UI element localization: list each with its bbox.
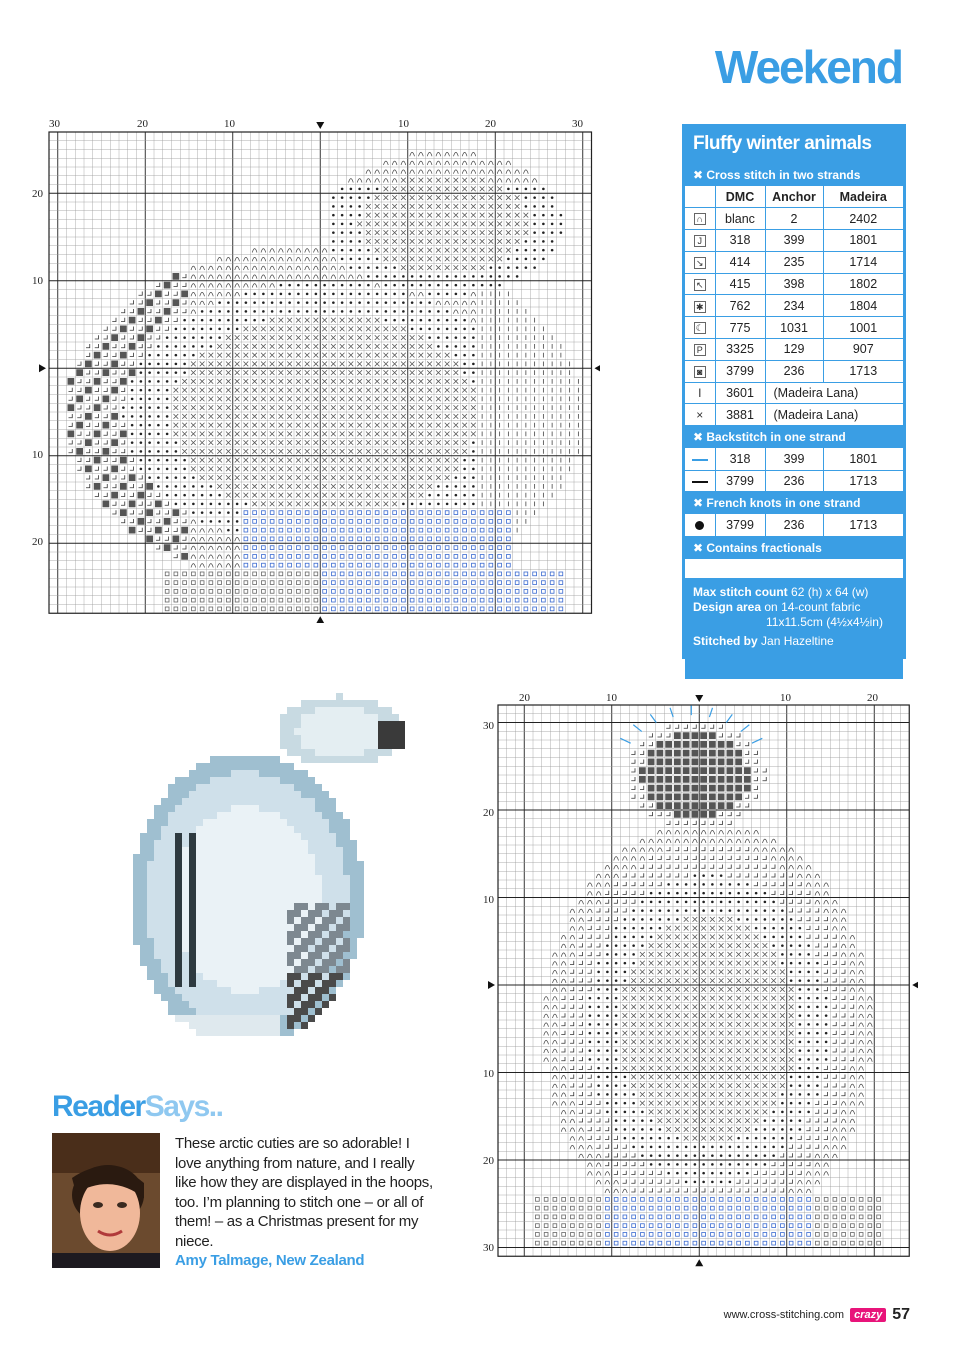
top-axis-label: 10 <box>606 692 617 704</box>
reader-says-title: ReaderSays.. <box>52 1090 223 1123</box>
key-row <box>685 382 903 404</box>
anchor-cell: 236 <box>765 470 823 492</box>
top-axis-label: 20 <box>867 692 878 704</box>
page-footer <box>724 1306 910 1324</box>
madeira-cell: 1802 <box>823 273 903 295</box>
french-table <box>685 514 903 536</box>
key-row <box>685 404 903 426</box>
site-url[interactable]: www.cross-stitching.com <box>723 1309 845 1321</box>
madeira-cell: 907 <box>823 339 903 361</box>
quote-author: Amy Talmage, New Zealand <box>175 1252 365 1269</box>
section-title: Weekend <box>714 41 902 93</box>
key-footer <box>685 579 903 679</box>
anchor-cell: 399 <box>765 448 823 470</box>
top-axis-label: 20 <box>519 692 530 704</box>
cross-stitch-heading: ✖ Cross stitch in two strands <box>685 164 903 186</box>
anchor-cell: 236 <box>765 514 823 536</box>
key-row <box>685 448 903 470</box>
needle-symbol-icon: ↘ <box>694 257 706 269</box>
top-axis-label: 30 <box>572 118 583 130</box>
key-row <box>685 295 903 317</box>
left-axis-label: 20 <box>483 807 494 819</box>
top-axis-label: 10 <box>398 118 409 130</box>
stitch-key <box>682 124 906 659</box>
left-axis-label: 30 <box>483 1242 494 1254</box>
dmc-cell: 3881 <box>715 404 765 426</box>
anchor-cell: 234 <box>765 295 823 317</box>
dmc-cell: 3799 <box>715 360 765 382</box>
french-knots-heading: ✖ French knots in one strand <box>685 492 903 514</box>
design-area-size: 11x11.5cm (4½x4½in) <box>766 614 883 629</box>
dmc-cell: 775 <box>715 317 765 339</box>
reader-quote: These arctic cuties are so adorable! I love anything from nature, and I really like how they are displayed in the hoops, too. I’m planning to stitch one – or all of them! – as a Christmas present for my niece. Amy Talmage, New Zealand <box>175 1134 435 1271</box>
pin-symbol-icon: ↖ <box>694 279 706 291</box>
stitch-grid <box>35 118 600 623</box>
anchor-cell: 235 <box>765 251 823 273</box>
top-axis-label: 10 <box>224 118 235 130</box>
key-row <box>685 317 903 339</box>
key-row <box>685 470 903 492</box>
top-axis-label: 20 <box>137 118 148 130</box>
anchor-cell: 236 <box>765 360 823 382</box>
left-axis-label: 10 <box>32 449 43 461</box>
anchor-cell: 1031 <box>765 317 823 339</box>
dark-square-symbol-icon: ◙ <box>694 366 706 378</box>
dmc-cell: 3601 <box>715 382 765 404</box>
avatar <box>52 1133 160 1268</box>
left-axis-label: 10 <box>483 1068 494 1080</box>
design-area-value: on 14-count fabric <box>761 599 861 614</box>
anchor-cell: 129 <box>765 339 823 361</box>
max-stitch-label: Max stitch count <box>693 584 788 599</box>
dmc-cell: blanc <box>715 208 765 230</box>
moon-symbol-icon: ☾ <box>695 323 704 334</box>
left-axis-label: 30 <box>483 720 494 732</box>
col-anchor: Anchor <box>765 186 823 208</box>
madeira-cell: 1801 <box>823 448 903 470</box>
dmc-cell: 318 <box>715 448 765 470</box>
fractionals-heading: ✖ Contains fractionals <box>685 537 903 559</box>
top-axis-label: 10 <box>780 692 791 704</box>
madeira-cell: 1713 <box>823 360 903 382</box>
key-row <box>685 514 903 536</box>
arch-symbol-icon: ∩ <box>694 213 706 225</box>
page-number: 57 <box>892 1306 910 1323</box>
other-cell: (Madeira Lana) <box>765 404 903 426</box>
madeira-cell: 1801 <box>823 230 903 252</box>
key-row <box>685 273 903 295</box>
stitched-bear-image <box>95 686 405 1036</box>
madeira-cell: 1713 <box>823 470 903 492</box>
dot-icon <box>695 521 704 530</box>
left-axis-label: 10 <box>32 275 43 287</box>
left-axis-label: 20 <box>32 536 43 548</box>
key-row <box>685 251 903 273</box>
magazine-badge: crazy <box>850 1308 886 1322</box>
col-dmc: DMC <box>715 186 765 208</box>
x-symbol-icon: × <box>696 407 704 422</box>
key-table <box>685 186 903 426</box>
anchor-cell: 398 <box>765 273 823 295</box>
dmc-cell: 415 <box>715 273 765 295</box>
dmc-cell: 762 <box>715 295 765 317</box>
stitched-by-value: Jan Hazeltine <box>757 633 834 648</box>
anchor-cell: 2 <box>765 208 823 230</box>
madeira-cell: 1001 <box>823 317 903 339</box>
dmc-cell: 3799 <box>715 470 765 492</box>
blue-line-icon <box>692 459 708 461</box>
left-axis-label: 20 <box>483 1155 494 1167</box>
other-cell: (Madeira Lana) <box>765 382 903 404</box>
stitched-by-label: Stitched by <box>693 633 758 648</box>
dmc-cell: 3799 <box>715 514 765 536</box>
col-madeira: Madeira <box>823 186 903 208</box>
anchor-cell: 399 <box>765 230 823 252</box>
backstitch-table <box>685 448 903 492</box>
key-row <box>685 360 903 382</box>
key-row <box>685 230 903 252</box>
dmc-cell: 414 <box>715 251 765 273</box>
key-row <box>685 208 903 230</box>
i-symbol-icon: I <box>698 385 702 400</box>
left-axis-label: 10 <box>483 894 494 906</box>
black-line-icon <box>692 481 708 483</box>
stitch-grid <box>478 690 918 1275</box>
chart-polar-bear-sitting <box>478 690 918 1275</box>
top-axis-label: 30 <box>49 118 60 130</box>
key-row <box>685 339 903 361</box>
madeira-cell: 2402 <box>823 208 903 230</box>
top-axis-label: 20 <box>485 118 496 130</box>
design-area-label: Design area <box>693 599 762 614</box>
j-symbol-icon: J <box>694 235 706 247</box>
madeira-cell: 1714 <box>823 251 903 273</box>
star-symbol-icon: ✱ <box>694 301 706 313</box>
p-symbol-icon: P <box>694 344 706 356</box>
max-stitch-value: 62 (h) x 64 (w) <box>787 584 869 599</box>
madeira-cell: 1713 <box>823 514 903 536</box>
left-axis-label: 20 <box>32 188 43 200</box>
backstitch-heading: ✖ Backstitch in one strand <box>685 426 903 448</box>
chart-polar-bear-lying <box>32 118 600 623</box>
madeira-cell: 1804 <box>823 295 903 317</box>
dmc-cell: 318 <box>715 230 765 252</box>
key-title: Fluffy winter animals <box>685 127 903 164</box>
key-header-row <box>685 186 903 208</box>
dmc-cell: 3325 <box>715 339 765 361</box>
